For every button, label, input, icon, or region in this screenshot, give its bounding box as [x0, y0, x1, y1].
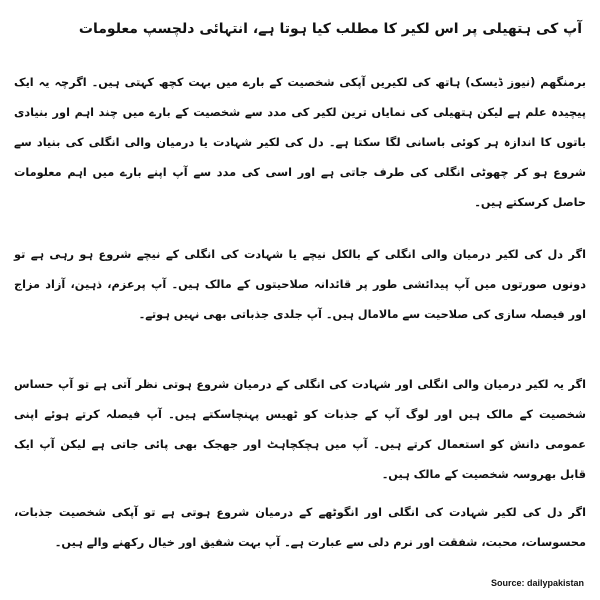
paragraph-intro: برمنگھم (نیوز ڈیسک) ہاتھ کی لکیریں آپکی شخصیت کے بارے میں بہت کچھ کہتی ہیں۔ اگرچہ یہ ایک پیچیدہ علم ہے لیکن ہتھیلی کی نمایاں ترین لکیر کی مدد سے شخصیت کے بارے میں چند اہم اور بنیادی باتوں کا اندازہ ہر کوئی باسانی لگا سکتا ہے۔ دل کی لکیر شہادت یا درمیان والی انگلی کی بنیاد سے شروع ہو کر چھوٹی انگلی کی طرف جاتی ہے اور اسی کی مدد سے آپ اپنے بارے میں اہم معلومات حاصل کرسکتے ہیں۔ — [14, 76, 586, 209]
source-credit: Source: dailypakistan — [490, 578, 584, 588]
article-headline: آپ کی ہتھیلی پر اس لکیر کا مطلب کیا ہوتا ہے، انتہائی دلچسپ معلومات — [78, 21, 582, 37]
paragraph-leadership: اگر دل کی لکیر درمیان والی انگلی کے بالکل نیچے یا شہادت کی انگلی کے نیچے شروع ہو رہی ہے تو دونوں صورتوں میں آپ پیدائشی طور پر قائدانہ صلاحیتوں کے مالک ہیں۔ آپ پرعزم، ذہین، آزاد مزاج اور فیصلہ سازی کی صلاحیت سے مالامال ہیں۔ آپ جلدی جذباتی بھی نہیں ہوتے۔ — [14, 248, 586, 321]
paragraph-emotional: اگر دل کی لکیر شہادت کی انگلی اور انگوٹھے کے درمیان شروع ہوتی ہے تو آپکی شخصیت جذبات، محسوسات، محبت، شفقت اور نرم دلی سے عبارت ہے۔ آپ بہت شفیق اور خیال رکھنے والے ہیں۔ — [14, 506, 586, 549]
paragraph-sensitive: اگر یہ لکیر درمیان والی انگلی اور شہادت کی انگلی کے درمیان شروع ہوتی نظر آتی ہے تو آپ حساس شخصیت کے مالک ہیں اور لوگ آپ کے جذبات کو ٹھیس پہنچاسکتے ہیں۔ آپ فیصلہ کرتے ہوئے اپنی عمومی دانش کو استعمال کرتے ہیں۔ آپ میں ہچکچاہٹ اور جھجک بھی پائی جاتی ہے لیکن آپ ایک قابل بھروسہ شخصیت کے مالک ہیں۔ — [14, 378, 586, 481]
